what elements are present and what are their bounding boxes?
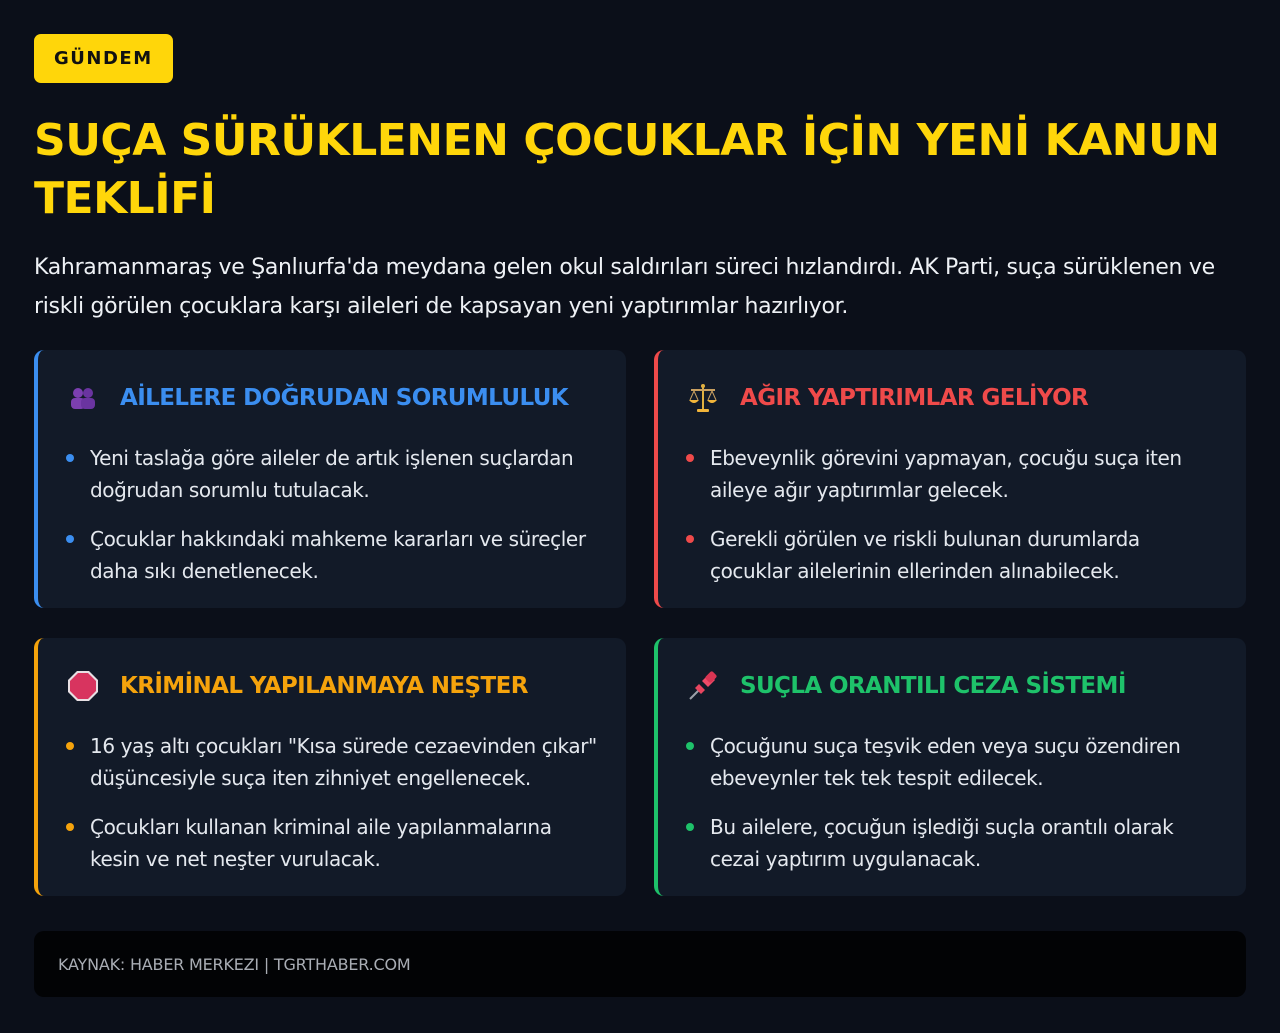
- category-badge: GÜNDEM: [34, 34, 173, 83]
- infographic: [34, 34, 1246, 974]
- card-title: AĞIR YAPTIRIMLAR GELİYOR: [740, 385, 1089, 411]
- list-item-text: Çocukları kullanan kriminal aile yapılanmalarına kesin ve net neşter vurulacak.: [90, 815, 552, 871]
- bullet-icon: [66, 742, 74, 750]
- list-item-text: Çocuğunu suça teşvik eden veya suçu özendiren ebeveynler tek tek tespit edilecek.: [710, 734, 1181, 790]
- card-list: [686, 442, 1222, 587]
- source-text: KAYNAK: HABER MERKEZI | TGRTHABER.COM: [58, 954, 411, 974]
- card-list: [66, 730, 602, 875]
- list-item-text: 16 yaş altı çocukları "Kısa sürede cezaevinden çıkar" düşüncesiyle suça iten zihniyet engellenecek.: [90, 734, 597, 790]
- list-item: [66, 523, 602, 587]
- bullet-icon: [686, 535, 694, 543]
- list-item: [66, 811, 602, 875]
- scales-icon: [686, 381, 720, 415]
- list-item: [66, 442, 602, 506]
- stop-sign-icon: [66, 669, 100, 703]
- card-heavy-sanctions: [654, 350, 1246, 608]
- card-list: [686, 730, 1222, 875]
- bullet-icon: [66, 823, 74, 831]
- card-title: SUÇLA ORANTILI CEZA SİSTEMİ: [740, 673, 1126, 699]
- card-title: KRİMİNAL YAPILANMAYA NEŞTER: [120, 673, 528, 699]
- intro-text: Kahramanmaraş ve Şanlıurfa'da meydana gelen okul saldırıları süreci hızlandırdı. AK Parti, suça sürüklenen ve riskli görülen çocuklara karşı aileleri de kapsayan yeni yaptırımlar hazırlıyor.: [34, 255, 1215, 319]
- list-item: [686, 811, 1222, 875]
- card-title: AİLELERE DOĞRUDAN SORUMLULUK: [120, 385, 569, 411]
- bullet-icon: [66, 535, 74, 543]
- bullet-icon: [66, 454, 74, 462]
- bullet-icon: [686, 823, 694, 831]
- list-item-text: Ebeveynlik görevini yapmayan, çocuğu suça iten aileye ağır yaptırımlar gelecek.: [710, 446, 1182, 502]
- cards-grid: [34, 350, 1246, 896]
- list-item-text: Çocuklar hakkındaki mahkeme kararları ve süreçler daha sıkı denetlenecek.: [90, 527, 586, 583]
- people-icon: [66, 381, 100, 415]
- card-criminal-structure: [34, 638, 626, 896]
- list-item-text: Bu ailelere, çocuğun işlediği suçla orantılı olarak cezai yaptırım uygulanacak.: [710, 815, 1174, 871]
- list-item: [686, 442, 1222, 506]
- card-family-responsibility: [34, 350, 626, 608]
- page-title: SUÇA SÜRÜKLENEN ÇOCUKLAR İÇİN YENİ KANUN TEKLİFİ: [34, 115, 1220, 224]
- card-list: [66, 442, 602, 587]
- card-proportional-penalty: [654, 638, 1246, 896]
- bullet-icon: [686, 454, 694, 462]
- list-item: [66, 730, 602, 794]
- pushpin-icon: [686, 669, 720, 703]
- list-item-text: Yeni taslağa göre aileler de artık işlenen suçlardan doğrudan sorumlu tutulacak.: [90, 446, 574, 502]
- list-item-text: Gerekli görülen ve riskli bulunan durumlarda çocuklar ailelerinin ellerinden alınabilecek.: [710, 527, 1140, 583]
- list-item: [686, 523, 1222, 587]
- source-footer: [34, 931, 1246, 997]
- bullet-icon: [686, 742, 694, 750]
- list-item: [686, 730, 1222, 794]
